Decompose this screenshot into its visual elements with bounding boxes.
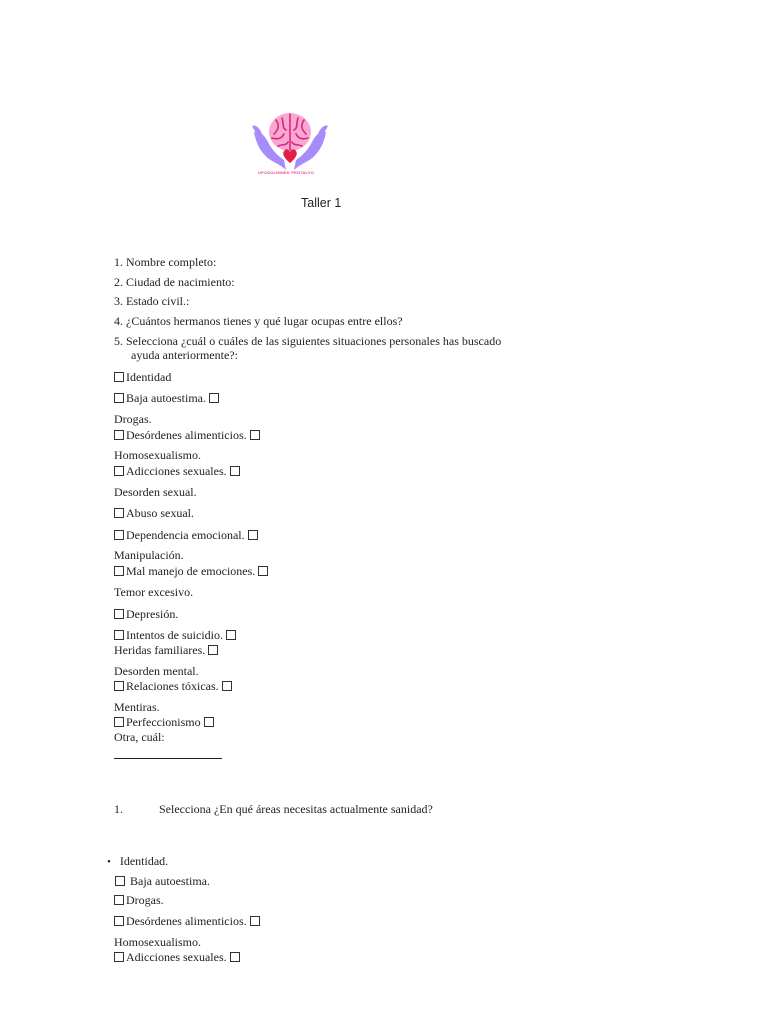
option-abuso: Abuso sexual. <box>114 506 194 520</box>
checkbox[interactable] <box>230 466 240 476</box>
option-homosexualismo: Homosexualismo. <box>114 448 201 462</box>
option-adicciones: Adicciones sexuales. <box>114 464 240 478</box>
option2-drogas: Drogas. <box>114 893 164 907</box>
list-item-identidad: • Identidad. <box>107 854 169 868</box>
checkbox[interactable] <box>114 681 124 691</box>
option-otra: Otra, cuál: <box>114 730 165 744</box>
answer-line[interactable] <box>114 758 222 759</box>
checkbox[interactable] <box>248 530 258 540</box>
checkbox[interactable] <box>114 466 124 476</box>
checkbox[interactable] <box>114 717 124 727</box>
checkbox[interactable] <box>204 717 214 727</box>
option-perfeccionismo: Perfeccionismo <box>114 715 214 729</box>
checkbox[interactable] <box>208 645 218 655</box>
checkbox[interactable] <box>222 681 232 691</box>
option-drogas: Drogas. <box>114 412 152 426</box>
checkbox[interactable] <box>226 630 236 640</box>
checkbox[interactable] <box>114 393 124 403</box>
option2-desordenes: Desórdenes alimenticios. <box>114 914 260 928</box>
checkbox[interactable] <box>250 430 260 440</box>
question-2: 2. Ciudad de nacimiento: <box>114 275 235 289</box>
option-relaciones: Relaciones tóxicas. <box>114 679 232 693</box>
heart-icon <box>283 149 297 163</box>
brain-icon <box>269 113 311 151</box>
checkbox[interactable] <box>114 609 124 619</box>
checkbox[interactable] <box>114 630 124 640</box>
question-4: 4. ¿Cuántos hermanos tienes y qué lugar ocupas entre ellos? <box>114 314 403 328</box>
option-temor: Temor excesivo. <box>114 585 194 599</box>
logo-caption: UPOSOLIMNEK PENTALVO <box>258 170 315 175</box>
checkbox[interactable] <box>258 566 268 576</box>
option-depresion: Depresión. <box>114 607 178 621</box>
checkbox[interactable] <box>114 566 124 576</box>
bullet-icon: • <box>107 856 111 868</box>
option-dependencia: Dependencia emocional. <box>114 528 258 542</box>
option-heridas: Heridas familiares. <box>114 643 218 657</box>
checkbox[interactable] <box>114 372 124 382</box>
checkbox[interactable] <box>114 952 124 962</box>
checkbox[interactable] <box>114 895 124 905</box>
option-desorden-sexual: Desorden sexual. <box>114 485 197 499</box>
checkbox[interactable] <box>230 952 240 962</box>
option-identidad: Identidad <box>114 370 171 384</box>
section2-question: Selecciona ¿En qué áreas necesitas actualmente sanidad? <box>159 802 433 816</box>
option2-baja-autoestima: Baja autoestima. <box>115 874 210 888</box>
option-mal-manejo: Mal manejo de emociones. <box>114 564 268 578</box>
option2-homosexualismo: Homosexualismo. <box>114 935 201 949</box>
option-desorden-mental: Desorden mental. <box>114 664 199 678</box>
section2-number: 1. <box>114 802 123 816</box>
page-title: Taller 1 <box>301 196 342 210</box>
option2-adicciones: Adicciones sexuales. <box>114 950 240 964</box>
question-5-continuation: ayuda anteriormente?: <box>131 348 238 362</box>
checkbox[interactable] <box>114 916 124 926</box>
option-manipulacion: Manipulación. <box>114 548 184 562</box>
option-mentiras: Mentiras. <box>114 700 160 714</box>
question-3: 3. Estado civil.: <box>114 294 190 308</box>
question-5: 5. Selecciona ¿cuál o cuáles de las siguientes situaciones personales has buscado <box>114 334 502 348</box>
checkbox[interactable] <box>250 916 260 926</box>
option-baja-autoestima: Baja autoestima. <box>114 391 219 405</box>
checkbox[interactable] <box>115 876 125 886</box>
checkbox[interactable] <box>114 430 124 440</box>
checkbox[interactable] <box>114 530 124 540</box>
checkbox[interactable] <box>114 508 124 518</box>
option-desordenes: Desórdenes alimenticios. <box>114 428 260 442</box>
question-1: 1. Nombre completo: <box>114 255 217 269</box>
checkbox[interactable] <box>209 393 219 403</box>
option-intentos: Intentos de suicidio. <box>114 628 236 642</box>
